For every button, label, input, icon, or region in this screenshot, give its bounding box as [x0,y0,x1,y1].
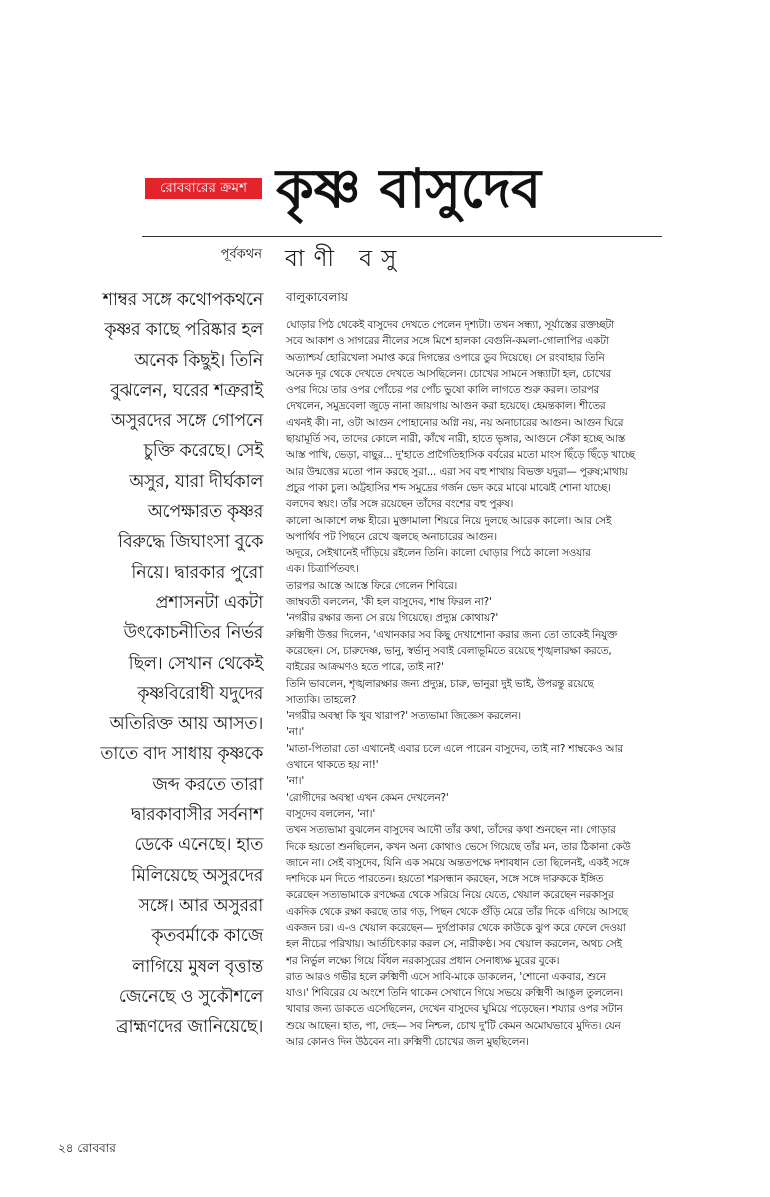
recap-line: অসুর, যারা দীর্ঘকাল [129,471,263,492]
recap-line: প্রশাসনটা একটা [155,592,263,613]
body-line: দেখলেন, সমুদ্রবেলা জুড়ে নানা জায়গায় আগুন করা হয়েছে। হেমন্তকাল। শীতের [286,400,606,413]
body-line: প্রচুর পাকা চুল। অট্টহাসির শব্দ সমুদ্রের গর্জন ভেদ করে মাঝে মাঝেই শোনা যাচ্ছে। [286,481,611,494]
body-line: তিনি ভাবলেন, শৃঙ্খলারক্ষার জন্য প্রদ্যুম্ন, চারু, ভানুরা দুই ভাই, উপরন্তু রয়েছে [286,677,594,690]
title-divider [142,236,662,237]
body-line: ঘোড়ার পিঠ থেকেই বাসুদেব দেখতে পেলেন দৃশ্যটা। তখন সন্ধ্যা, সূর্যাস্তের রক্তচ্ছটা [286,319,615,331]
body-line: 'নগরীর রক্ষার জন্য সে রয়ে গিয়েছে। প্রদ্যুম্ন কোথায়?' [286,612,499,625]
body-line: আর কোনও দিন উঠবেন না। রুক্মিণী চোখের জল মুছছিলেন। [286,1036,529,1049]
recap-line: চুক্তি করেছে। সেই [143,441,263,462]
recap-line: কৃতবর্মাকে কাজে [151,926,263,947]
body-line: সাত্যকি। তাহলে? [286,693,357,706]
recap-column [58,285,263,1042]
body-line: খাবার জন্য ডাকতে এসেছিলেন, দেখেন বাসুদেব ঘুমিয়ে পড়েছেন। শয্যার ওপর সটান [286,1003,623,1016]
body-line: আস্ত পাখি, ভেড়া, বাছুর... দু'হাতে প্রাগৈতিহাসিক বর্বরের মতো মাংস ছিঁড়ে ছিঁড়ে খাচ্ছে [286,449,635,462]
body-line: করেছেন। সে, চারুদেষ্ণ, ভানু, স্বর্ভানু সবাই বেলাভূমিতে রয়েছে শৃঙ্খলারক্ষা করতে, [286,644,612,657]
body-line: তারপর আস্তে আস্তে ফিরে গেলেন শিবিরে। [286,579,458,592]
recap-line: অনেক কিছুই। তিনি [134,350,263,371]
body-line: বাসুদেব বললেন, 'না।' [286,807,376,820]
body-line: একজন চর। এ-ও খেয়াল করেছেন— দুর্গপ্রাকার থেকে কাউকে ঝুপ করে ফেলে দেওয়া [286,921,626,934]
recap-line: কৃষ্ণর কাছে পরিষ্কার হল [104,320,263,341]
body-line: ছায়ামূর্তি সব, তাদের কোলে নারী, কাঁখে নারী, হাতে ভৃঙ্গার, আগুনে সেঁকা হচ্ছে আস্ত [286,433,626,446]
body-text-column [286,317,668,1050]
body-line: করেছেন সত্যভামাকে রণক্ষেত্র থেকে সরিয়ে নিয়ে যেতে, খেয়াল করেছেন নরকাসুর [286,889,614,902]
body-line: রাত আরও গভীর হলে রুক্মিণী এসে সাবি-মাকে ডাকলেন, 'শোনো একবার, শুনে [286,970,607,983]
body-line: একদিক থেকে রক্ষা করছে তার গড়, পিছন থেকে গুঁড়ি মেরে তাঁর দিকে এগিয়ে আসছে [286,905,628,918]
series-badge: রোববারের ক্রমশ [145,178,262,199]
recap-line: নিয়ে। দ্বারকার পুরো [131,562,263,583]
body-line: রুক্মিণী উত্তর দিলেন, 'এখানকার সব কিছু দেখাশোনা করার জন্য তো তাকেই নিযুক্ত [286,628,617,641]
body-line: 'না।' [286,726,305,739]
recap-line: জেনেছে ও সুকৌশলে [118,986,263,1007]
body-line: অত্যাশ্চর্য হোরিখেলা সমাপ্ত করে দিগন্তের ওপারে ডুব দিয়েছে। সে রংবাহার তিনি [286,351,605,364]
recap-line: কৃষ্ণবিরোধী যদুদের [137,683,263,704]
recap-line: ছিল। সেখান থেকেই [128,653,263,674]
recap-line: অপেক্ষারত কৃষ্ণর [147,502,263,523]
recap-line: দ্বারকাবাসীর সর্বনাশ [130,805,263,826]
recap-line: লাগিয়ে মুষল বৃত্তান্ত [132,956,263,977]
body-line: জানে না। সেই বাসুদেব, যিনি এক সময়ে অন্ততপক্ষে দশাবধান তো ছিলেনই, একই সঙ্গে [286,856,630,869]
body-line: সবে আকাশ ও সাগরের নীলের সঙ্গে মিশে হালকা বেগুনি-কমলা-গোলাপির একটা [286,335,609,348]
body-line: 'না।' [286,775,305,788]
recap-line: মিলিয়েছে অসুরদের [131,865,263,886]
body-line: ওপর দিয়ে তার ওপর পোঁচের পর পোঁচ ভুষো কালি লাগতে শুরু করল। তারপর [286,384,600,397]
page-folio: ২৪ রোববার [58,1141,116,1155]
body-line: দিকে হয়তো শুনছিলেন, কখন অন্য কোথাও ভেসে গিয়েছে তাঁর মন, তার ঠিকানা কেউ [286,840,631,853]
recap-line: ব্রাহ্মণদের জানিয়েছে। [116,1017,263,1038]
recap-line: জব্দ করতে তারা [152,774,263,795]
body-line: যাও।' শিবিরের যে অংশে তিনি থাকেন সেখানে গিয়ে সভয়ে রুক্মিণী আঙুল তুললেন। [286,987,623,1000]
section-heading: বালুকাবেলায় [286,290,348,304]
body-line: বাইরের আক্রমণও হতে পারে, তাই না?' [286,661,444,674]
recap-line: অতিরিক্ত আয় আসত। [109,714,263,735]
body-line: 'মাতা-পিতারা তো এখানেই এবার চলে এলে পারেন বাসুদেব, তাই না? শাম্বকেও আর [286,742,623,755]
recap-line: ডেকে এনেছে। হাত [134,835,263,856]
article-title: কৃষ্ণ বাসুদেব [276,157,541,220]
recap-line: তাতে বাদ সাধায় কৃষ্ণকে [100,744,263,765]
body-line: 'রোগীদের অবস্থা এখন কেমন দেখলেন?' [286,791,449,804]
recap-line: সঙ্গে। আর অসুররা [138,895,263,916]
recap-line: অসুরদের সঙ্গে গোপনে [111,411,263,432]
previous-label: পূর্বকথন [220,247,262,262]
body-line: অনেক দূর থেকে দেখতে দেখতে আসছিলেন। চোখের সামনে সন্ধ্যাটা হল, চোখের [286,367,612,380]
recap-line: বুঝলেন, ঘরের শত্রুরাই [110,380,263,401]
body-line: তখন সত্যভামা বুঝলেন বাসুদেব আদৌ তাঁর কথা, তাঁদের কথা শুনছেন না। গোড়ার [286,824,616,837]
body-line: ওখানে থাকতে হয় না!' [286,759,379,772]
body-line: 'নগরীর অবস্থা কি খুব খারাপ?' সত্যভামা জিজ্ঞেস করলেন। [286,710,521,723]
body-line: শর নির্ভুল লক্ষ্যে গিয়ে বিঁধল নরকাসুরের প্রধান সেনাধ্যক্ষ মুরের বুকে। [286,954,560,967]
body-line: আর উন্মত্তের মতো পান করছে সুরা... এরা সব বহু শাখায় বিভক্ত যদুরা— পুরুষ;মাথায় [286,465,628,478]
body-line: বলদেব স্বয়ং। তাঁর সঙ্গে রয়েছেন তাঁদের বংশের বহু পুরুষ। [286,498,514,511]
author-name: বাণী বসু [285,246,406,272]
body-line: জাম্ববতী বললেন, 'কী হল বাসুদেব, শাম্ব ফিরল না?' [286,596,492,609]
body-line: শুয়ে আছেন। হাত, পা, দেহ— সব নিশ্চল, চোখ দু'টি কেমন অমোঘভাবে মুদিত। যেন [286,1019,621,1032]
recap-line: শাম্বর সঙ্গে কথোপকথনে [102,290,263,310]
body-line: এখনই কী। না, ওটা আগুন পোহানোর অগ্নি নয়, নয় অনাচারের আগুন। আগুন ঘিরে [286,416,624,429]
body-line: অদূরে, সেইখানেই দাঁড়িয়ে রইলেন তিনি। কালো ঘোড়ার পিঠে কালো সওয়ার [286,547,591,560]
body-line: অপার্থিব পট পিছনে রেখে জ্বলছে অনাচারের আগুন। [286,530,497,543]
body-line: হল নীচের পরিখায়। আর্তচিৎকার করল সে, নারীকণ্ঠ। সব খেয়াল করলেন, অথচ সেই [286,938,622,951]
body-line: এক। চিত্রার্পিতবৎ। [286,563,359,576]
recap-line: বিরুদ্ধে জিঘাংসা বুকে [118,532,263,553]
recap-line: উৎকোচনীতির নির্ভর [123,623,263,644]
body-line: দশদিকে মন দিতে পারতেন। হয়তো শরসন্ধান করছেন, সঙ্গে সঙ্গে দারুককে ইঙ্গিত [286,873,604,886]
body-line: কালো আকাশে লক্ষ হীরে। মুক্তামালা শিয়রে নিয়ে দুলছে আরেক কালো। আর সেই [286,514,612,527]
